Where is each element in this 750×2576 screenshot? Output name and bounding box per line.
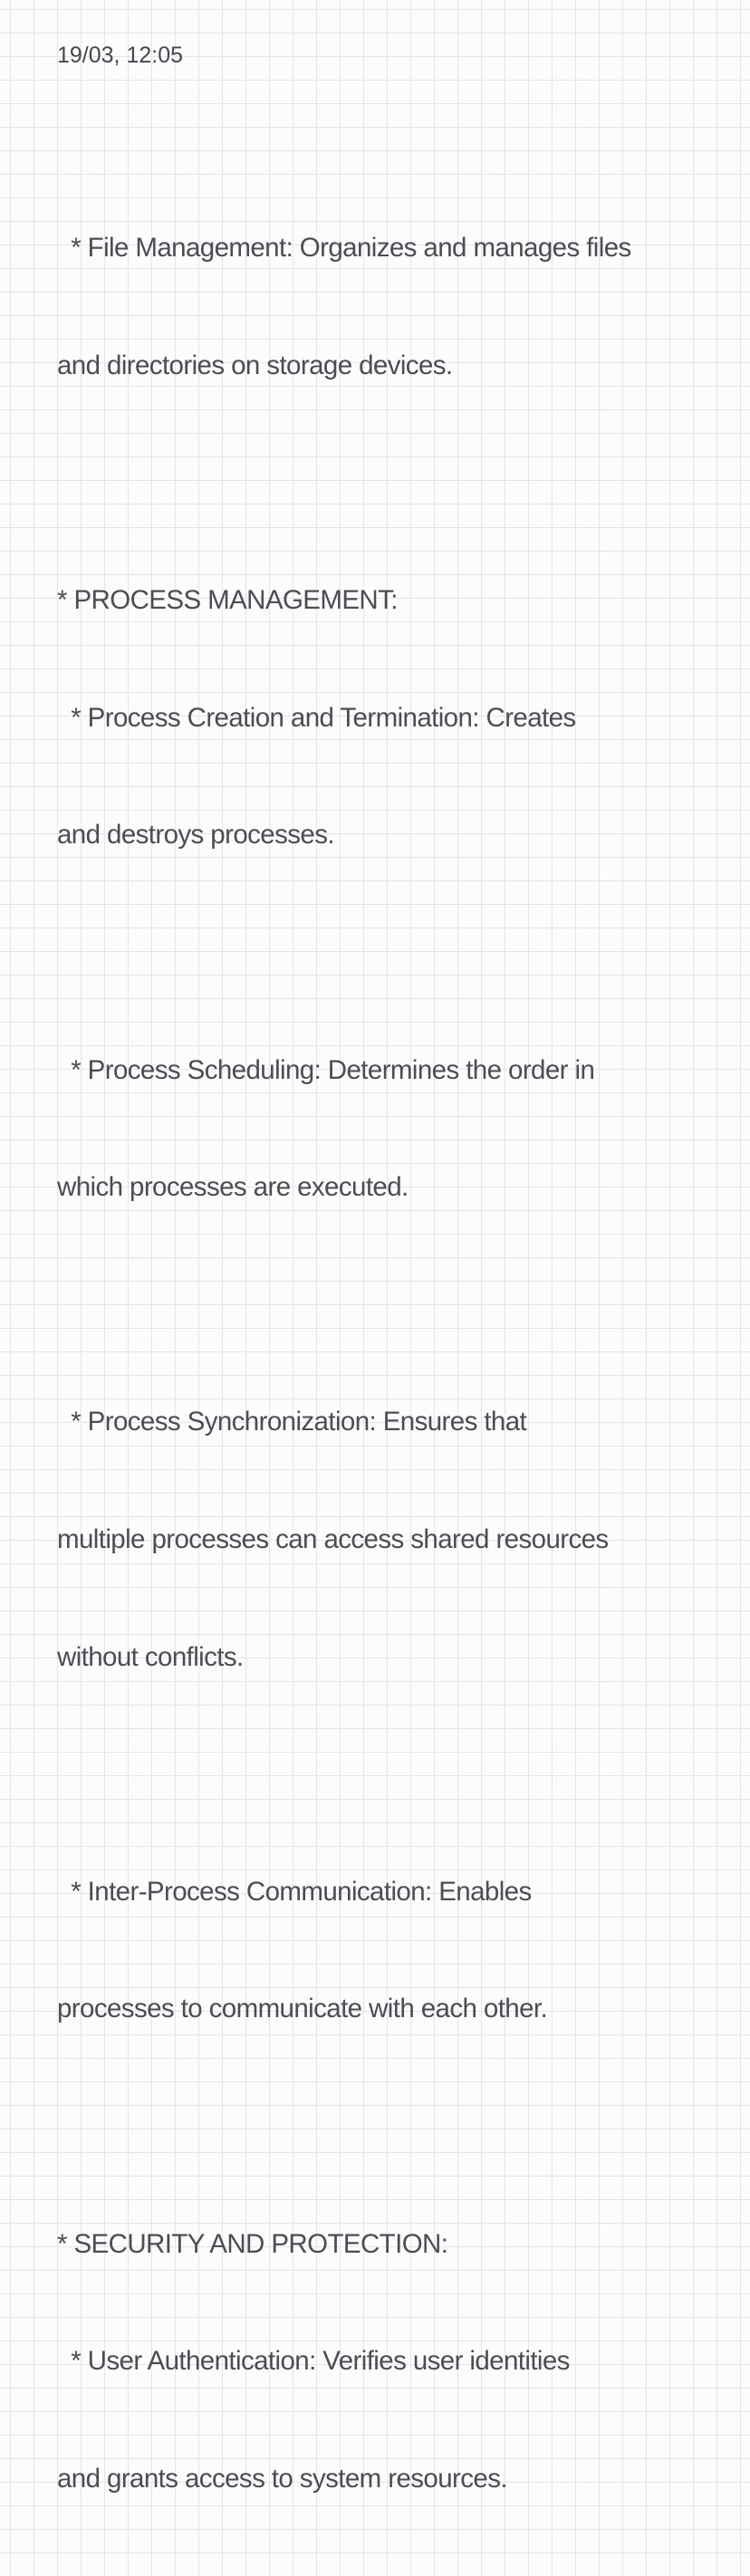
note-line-blank [57, 464, 702, 503]
note-line: * Process Synchronization: Ensures that [57, 1407, 527, 1437]
note-line: * Process Scheduling: Determines the order in [57, 1054, 595, 1085]
note-line: * Process Creation and Termination: Creates [57, 702, 576, 733]
note-section-heading: * PROCESS MANAGEMENT: [57, 585, 398, 616]
note-line: * User Authentication: Verifies user identities [57, 2346, 570, 2377]
note-line-blank [57, 1285, 702, 1324]
note-line: multiple processes can access shared resources [57, 1523, 609, 1554]
note-line-blank [57, 1754, 702, 1793]
note-line: and grants access to system resources. [57, 2463, 507, 2494]
note-line-blank [57, 2107, 702, 2146]
note-line: and destroys processes. [57, 820, 334, 851]
note-line: which processes are executed. [57, 1172, 409, 1203]
note-line: * Inter-Process Communication: Enables [57, 1876, 532, 1907]
note-line: * File Management: Organizes and manages files [57, 233, 631, 264]
note-section-heading: * SECURITY AND PROTECTION: [57, 2228, 448, 2259]
note-line-blank [57, 933, 702, 972]
note-line: processes to communicate with each other. [57, 1994, 548, 2024]
note-line: without conflicts. [57, 1641, 244, 1672]
note-timestamp: 19/03, 12:05 [57, 43, 184, 68]
note-line: and directories on storage devices. [57, 351, 453, 380]
note-body[interactable] [57, 150, 702, 2576]
